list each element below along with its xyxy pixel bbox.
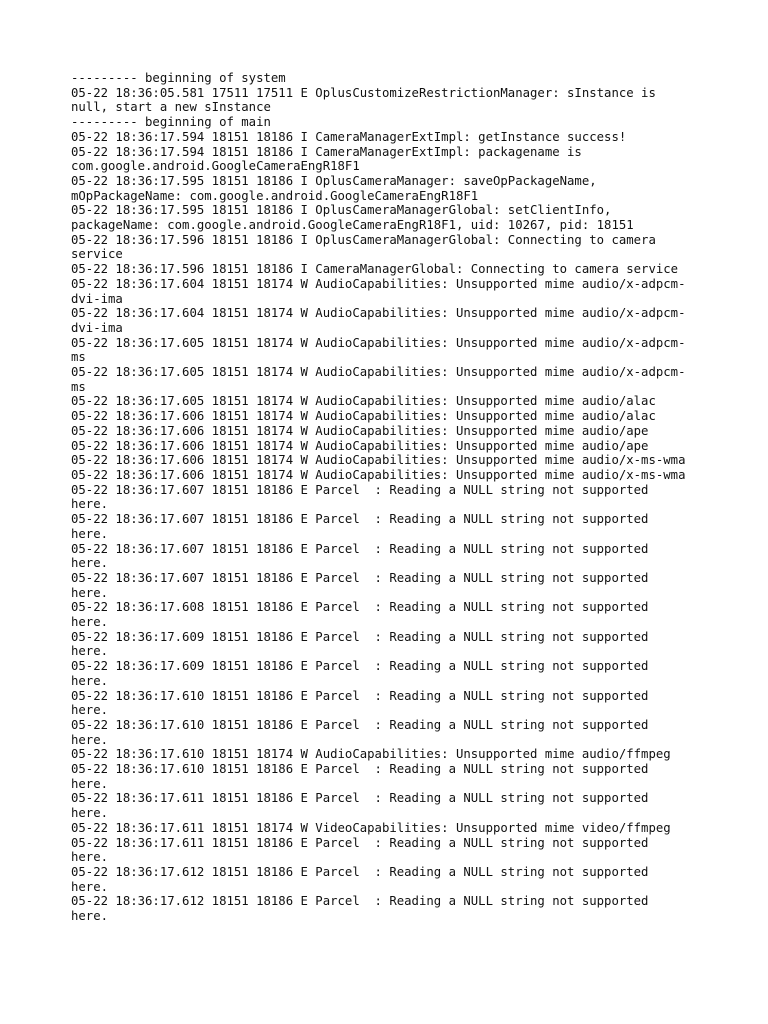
log-line: 05-22 18:36:17.596 18151 18186 I CameraManagerGlobal: Connecting to camera service bbox=[71, 262, 679, 277]
log-line: 05-22 18:36:17.611 18151 18186 E Parcel : Reading a NULL string not supported bbox=[71, 835, 649, 850]
log-line: dvi-ima bbox=[71, 291, 123, 306]
log-line: mOpPackageName: com.google.android.GoogleCameraEngR18F1 bbox=[71, 188, 479, 203]
log-line: here. bbox=[71, 585, 109, 600]
log-line: 05-22 18:36:17.605 18151 18174 W AudioCapabilities: Unsupported mime audio/alac bbox=[71, 394, 656, 409]
log-line: com.google.android.GoogleCameraEngR18F1 bbox=[71, 159, 360, 174]
log-line: 05-22 18:36:17.595 18151 18186 I OplusCameraManagerGlobal: setClientInfo, bbox=[71, 203, 612, 218]
log-line: 05-22 18:36:17.607 18151 18186 E Parcel : Reading a NULL string not supported bbox=[71, 482, 649, 497]
log-line: 05-22 18:36:17.610 18151 18186 E Parcel : Reading a NULL string not supported bbox=[71, 762, 649, 777]
log-line: 05-22 18:36:17.604 18151 18174 W AudioCapabilities: Unsupported mime audio/x-adpcm- bbox=[71, 306, 686, 321]
log-line: here. bbox=[71, 644, 109, 659]
log-line: null, start a new sInstance bbox=[71, 100, 271, 115]
log-line: 05-22 18:36:17.607 18151 18186 E Parcel : Reading a NULL string not supported bbox=[71, 541, 649, 556]
log-line: 05-22 18:36:17.610 18151 18186 E Parcel : Reading a NULL string not supported bbox=[71, 688, 649, 703]
log-line: dvi-ima bbox=[71, 320, 123, 335]
log-line: ms bbox=[71, 350, 86, 365]
log-line: here. bbox=[71, 732, 109, 747]
log-line: packageName: com.google.android.GoogleCameraEngR18F1, uid: 10267, pid: 18151 bbox=[71, 218, 634, 233]
log-line: 05-22 18:36:17.606 18151 18174 W AudioCapabilities: Unsupported mime audio/ape bbox=[71, 423, 649, 438]
log-line: 05-22 18:36:17.607 18151 18186 E Parcel : Reading a NULL string not supported bbox=[71, 512, 649, 527]
log-line: service bbox=[71, 247, 123, 262]
log-line: here. bbox=[71, 909, 109, 924]
log-line: here. bbox=[71, 703, 109, 718]
log-line: 05-22 18:36:17.612 18151 18186 E Parcel : Reading a NULL string not supported bbox=[71, 864, 649, 879]
log-line: 05-22 18:36:17.605 18151 18174 W AudioCapabilities: Unsupported mime audio/x-adpcm- bbox=[71, 335, 686, 350]
log-line: 05-22 18:36:17.610 18151 18174 W AudioCapabilities: Unsupported mime audio/ffmpeg bbox=[71, 747, 671, 762]
log-line: 05-22 18:36:17.606 18151 18174 W AudioCapabilities: Unsupported mime audio/x-ms-wma bbox=[71, 453, 686, 468]
log-line: --------- beginning of main bbox=[71, 115, 271, 130]
log-line: ms bbox=[71, 379, 86, 394]
log-line: 05-22 18:36:17.609 18151 18186 E Parcel : Reading a NULL string not supported bbox=[71, 659, 649, 674]
log-line: here. bbox=[71, 526, 109, 541]
log-line: 05-22 18:36:17.595 18151 18186 I OplusCameraManager: saveOpPackageName, bbox=[71, 173, 597, 188]
log-line: 05-22 18:36:05.581 17511 17511 E OplusCustomizeRestrictionManager: sInstance is bbox=[71, 85, 656, 100]
log-line: here. bbox=[71, 850, 109, 865]
log-line: 05-22 18:36:17.606 18151 18174 W AudioCapabilities: Unsupported mime audio/x-ms-wma bbox=[71, 467, 686, 482]
log-line: here. bbox=[71, 556, 109, 571]
log-line: 05-22 18:36:17.609 18151 18186 E Parcel : Reading a NULL string not supported bbox=[71, 629, 649, 644]
log-line: 05-22 18:36:17.605 18151 18174 W AudioCapabilities: Unsupported mime audio/x-adpcm- bbox=[71, 365, 686, 380]
log-line: 05-22 18:36:17.607 18151 18186 E Parcel : Reading a NULL string not supported bbox=[71, 570, 649, 585]
log-line: 05-22 18:36:17.606 18151 18174 W AudioCapabilities: Unsupported mime audio/alac bbox=[71, 409, 656, 424]
log-line: here. bbox=[71, 879, 109, 894]
log-line: 05-22 18:36:17.604 18151 18174 W AudioCapabilities: Unsupported mime audio/x-adpcm- bbox=[71, 276, 686, 291]
log-document bbox=[71, 71, 711, 924]
log-line: 05-22 18:36:17.611 18151 18186 E Parcel : Reading a NULL string not supported bbox=[71, 791, 649, 806]
log-line: here. bbox=[71, 615, 109, 630]
log-line: 05-22 18:36:17.611 18151 18174 W VideoCapabilities: Unsupported mime video/ffmpeg bbox=[71, 820, 671, 835]
log-line: here. bbox=[71, 673, 109, 688]
log-line: 05-22 18:36:17.612 18151 18186 E Parcel : Reading a NULL string not supported bbox=[71, 894, 649, 909]
log-line: --------- beginning of system bbox=[71, 71, 286, 85]
log-line: 05-22 18:36:17.606 18151 18174 W AudioCapabilities: Unsupported mime audio/ape bbox=[71, 438, 649, 453]
log-line: here. bbox=[71, 776, 109, 791]
log-line: here. bbox=[71, 806, 109, 821]
log-line: 05-22 18:36:17.594 18151 18186 I CameraManagerExtImpl: getInstance success! bbox=[71, 129, 627, 144]
log-line: 05-22 18:36:17.596 18151 18186 I OplusCameraManagerGlobal: Connecting to camera bbox=[71, 232, 656, 247]
log-line: 05-22 18:36:17.610 18151 18186 E Parcel : Reading a NULL string not supported bbox=[71, 717, 649, 732]
log-line: here. bbox=[71, 497, 109, 512]
log-line: 05-22 18:36:17.594 18151 18186 I CameraManagerExtImpl: packagename is bbox=[71, 144, 582, 159]
log-text-block bbox=[71, 71, 711, 924]
log-line: 05-22 18:36:17.608 18151 18186 E Parcel : Reading a NULL string not supported bbox=[71, 600, 649, 615]
